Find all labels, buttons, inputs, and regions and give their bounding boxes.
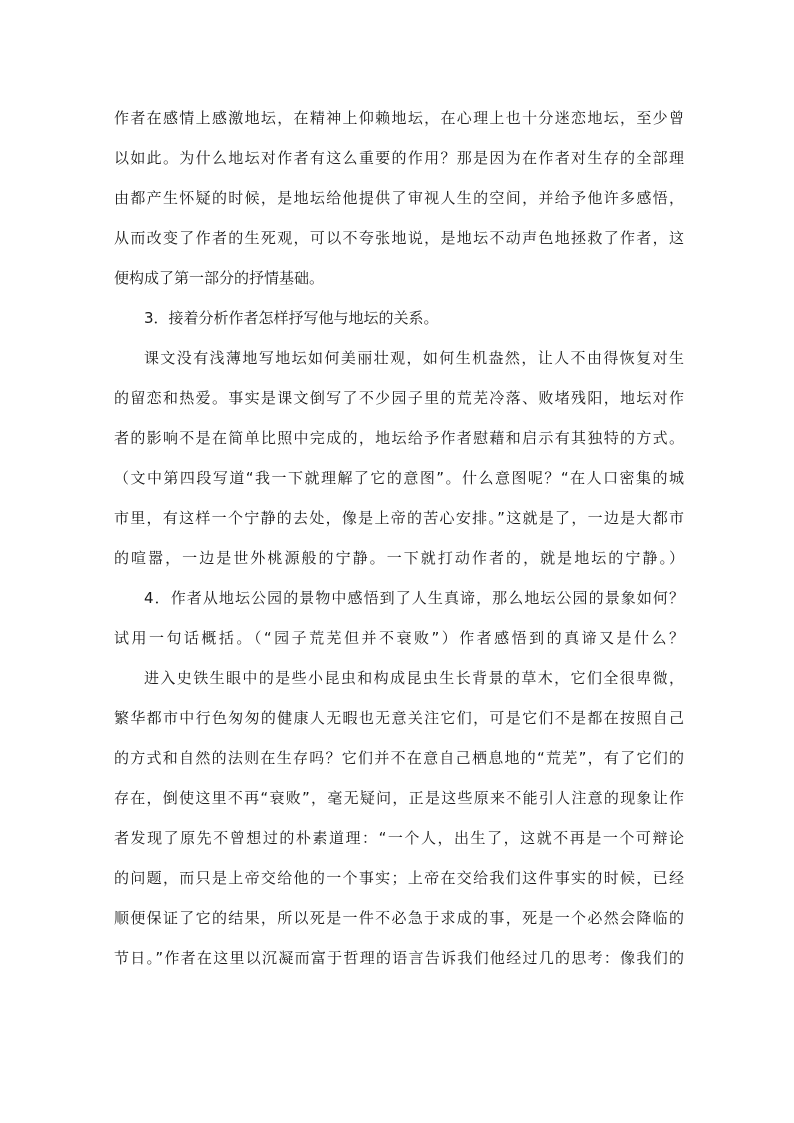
text-line: 存在，倒使这里不再“衰败”，毫无疑问，正是这些原来不能引人注意的现象让作 <box>114 789 684 807</box>
section-heading: 4．作者从地坛公园的景物中感悟到了人生真谛，那么地坛公园的景象如何？ <box>144 589 684 607</box>
text-line: 的留恋和热爱。事实是课文倒写了不少园子里的荒芜冷落、败堵残阳，地坛对作 <box>114 389 684 407</box>
text-line: 者的影响不是在简单比照中完成的，地坛给予作者慰藉和启示有其独特的方式。 <box>114 429 684 447</box>
text-line: 便构成了第一部分的抒情基础。 <box>114 269 325 287</box>
text-line: 市里，有这样一个宁静的去处，像是上帝的苦心安排。”这就是了，一边是大都市 <box>114 509 684 527</box>
text-line: 的问题，而只是上帝交给他的一个事实；上帝在交给我们这件事实的时候，已经 <box>114 869 684 887</box>
section-heading: 3．接着分析作者怎样抒写他与地坛的关系。 <box>144 309 439 327</box>
text-line: 的喧嚣，一边是世外桃源般的宁静。一下就打动作者的，就是地坛的宁静。） <box>114 549 684 567</box>
text-line: （文中第四段写道“我一下就理解了它的意图”。什么意图呢？“在人口密集的城 <box>114 469 684 487</box>
text-line: 以如此。为什么地坛对作者有这么重要的作用？那是因为在作者对生存的全部理 <box>114 149 684 167</box>
text-line: 的方式和自然的法则在生存吗？它们并不在意自己栖息地的“荒芜”，有了它们的 <box>114 749 684 767</box>
text-line: 者发现了原先不曾想过的朴素道理：“一个人，出生了，这就不再是一个可辩论 <box>114 829 684 847</box>
text-line: 作者在感情上感激地坛，在精神上仰赖地坛，在心理上也十分迷恋地坛，至少曾 <box>114 109 684 127</box>
text-line: 节日。”作者在这里以沉凝而富于哲理的语言告诉我们他经过几的思考：像我们的 <box>114 949 684 967</box>
text-line: 繁华都市中行色匆匆的健康人无暇也无意关注它们，可是它们不是都在按照自己 <box>114 709 684 727</box>
text-line: 由都产生怀疑的时候，是地坛给他提供了审视人生的空间，并给予他许多感悟， <box>114 189 684 207</box>
text-line: 顺便保证了它的结果，所以死是一件不必急于求成的事，死是一个必然会降临的 <box>114 909 684 927</box>
text-line: 进入史铁生眼中的是些小昆虫和构成昆虫生长背景的草木，它们全很卑微， <box>144 669 684 687</box>
text-line: 从而改变了作者的生死观，可以不夸张地说，是地坛不动声色地拯救了作者，这 <box>114 229 684 247</box>
text-line: 课文没有浅薄地写地坛如何美丽壮观，如何生机盎然，让人不由得恢复对生 <box>144 349 684 367</box>
text-line: 试用一句话概括。（“园子荒芜但并不衰败”）作者感悟到的真谛又是什么？ <box>114 629 684 647</box>
